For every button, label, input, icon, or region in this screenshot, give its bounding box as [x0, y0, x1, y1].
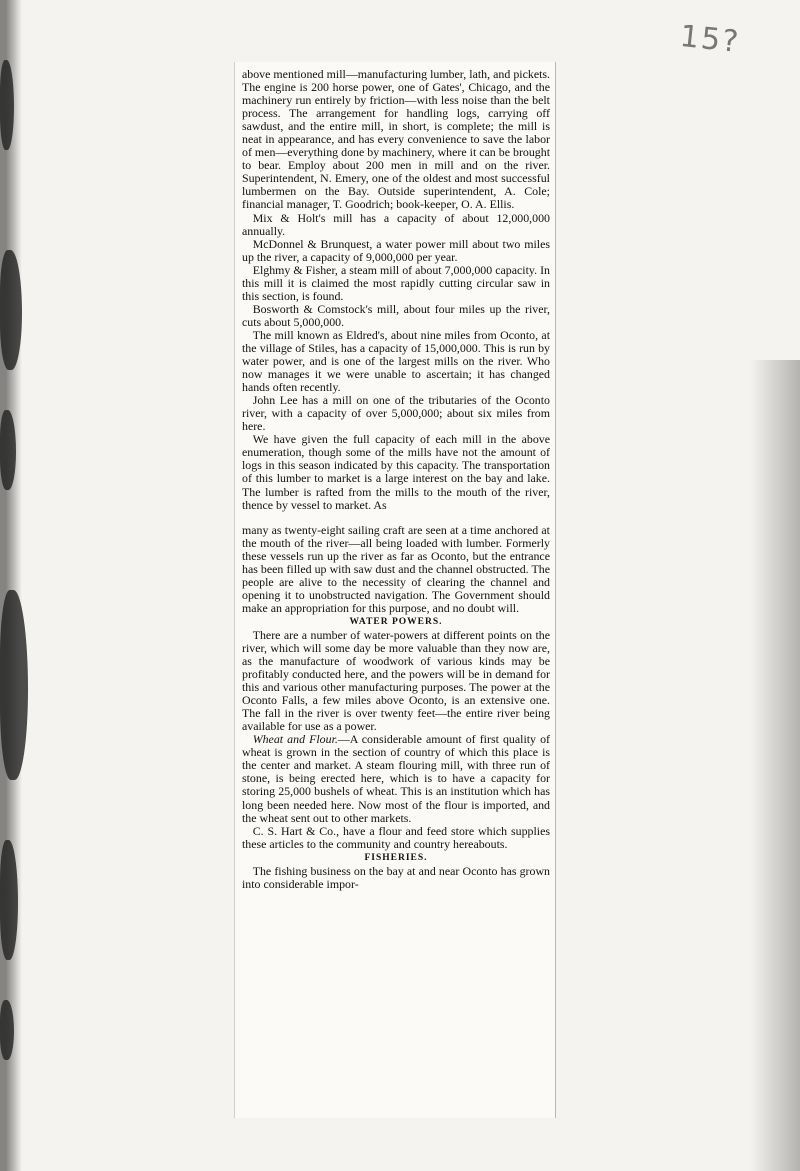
section-heading-water-powers: WATER POWERS. — [349, 616, 443, 627]
page-number: 15? — [678, 18, 742, 61]
paragraph: many as twenty-eight sailing craft are seen at a time anchored at the mouth of the river—all being loaded with lumber. Formerly these vessels run up the river as far as Oconto, but the entrance has been filled up with saw dust and the channel obstructed. The people are alive to the necessity of clearing the channel and opening it to unobstructed navigation. The Government should make an appropriation for this purpose, and no doubt will. — [242, 522, 550, 615]
paragraph: McDonnel & Brunquest, a water power mill about two miles up the river, a capacity of 9,000,000 per year. — [242, 236, 550, 264]
column-break — [242, 512, 550, 524]
ink-blot — [0, 410, 16, 490]
wheat-lead: Wheat and Flour. — [252, 732, 338, 747]
ink-blot — [0, 1000, 14, 1060]
ink-blot — [0, 60, 14, 150]
article-column — [242, 68, 550, 891]
paragraph: above mentioned mill—manufacturing lumber, lath, and pickets. The engine is 200 horse power, one of Gates', Chicago, and the machinery run entirely by friction—with less noise than the belt process. The arrangement for handling logs, carrying off sawdust, and the entire mill, in short, is complete; the mill is neat in appearance, and has every convenience to save the labor of men—everything done by machinery, where it can be brought to bear. Employ about 200 men in mill and on the river. Superintendent, N. Emery, one of the oldest and most successful lumbermen on the Bay. Outside superintendent, A. Cole; financial manager, T. Goodrich; book-keeper, O. A. Ellis. — [242, 67, 550, 212]
paragraph: Bosworth & Comstock's mill, about four miles up the river, cuts about 5,000,000. — [242, 301, 550, 329]
wheat-text: —A considerable amount of first quality of wheat is grown in the section of country of which this place is the center and market. A steam flouring mill, with three run of stone, is being erected here, which is to have a capacity for storing 25,000 bushels of wheat. This is an institution which has long been needed here. Now most of the flour is imported, and the wheat sent out to other markets. — [242, 732, 550, 825]
paragraph: The fishing business on the bay at and near Oconto has grown into considerable impor- — [242, 863, 550, 891]
ink-blot — [0, 840, 18, 960]
ink-blot — [0, 250, 22, 370]
section-heading-fisheries: FISHERIES. — [364, 852, 428, 863]
paragraph: There are a number of water-powers at different points on the river, which will some day be more valuable than they now are, as the manufacture of woodwork of various kinds may be profitably conducted here, and the powers will be in demand for this and various other manufacturing purposes. The power at the Oconto Falls, a few miles above Oconto, is an extensive one. The fall in the river is over twenty feet—the entire river being available for use as a power. — [242, 627, 550, 734]
scan-shadow — [750, 360, 800, 1171]
paragraph: The mill known as Eldred's, about nine miles from Oconto, at the village of Stiles, has a capacity of 15,000,000. This is run by water power, and is one of the largest mills on the river. Who now manages it we were unable to ascertain; it has changed hands often recently. — [242, 327, 550, 395]
paragraph: John Lee has a mill on one of the tributaries of the Oconto river, with a capacity of over 5,000,000; about six miles from here. — [242, 393, 550, 434]
paragraph: We have given the full capacity of each mill in the above enumeration, though some of the mills have not the amount of logs in this season indicated by this capacity. The transportation of this lumber to market is a large interest on the bay and lake. The lumber is rafted from the mills to the mouth of the river, thence by vessel to market. As — [242, 432, 550, 512]
paragraph-wheat — [242, 733, 550, 824]
paragraph: C. S. Hart & Co., have a flour and feed store which supplies these articles to the community and country hereabouts. — [242, 823, 550, 851]
paragraph: Mix & Holt's mill has a capacity of about 12,000,000 annually. — [242, 210, 550, 238]
paragraph: Elghmy & Fisher, a steam mill of about 7,000,000 capacity. In this mill it is claimed the most rapidly cutting circular saw in this section, is found. — [242, 262, 550, 303]
torn-page-edge — [0, 0, 30, 1171]
